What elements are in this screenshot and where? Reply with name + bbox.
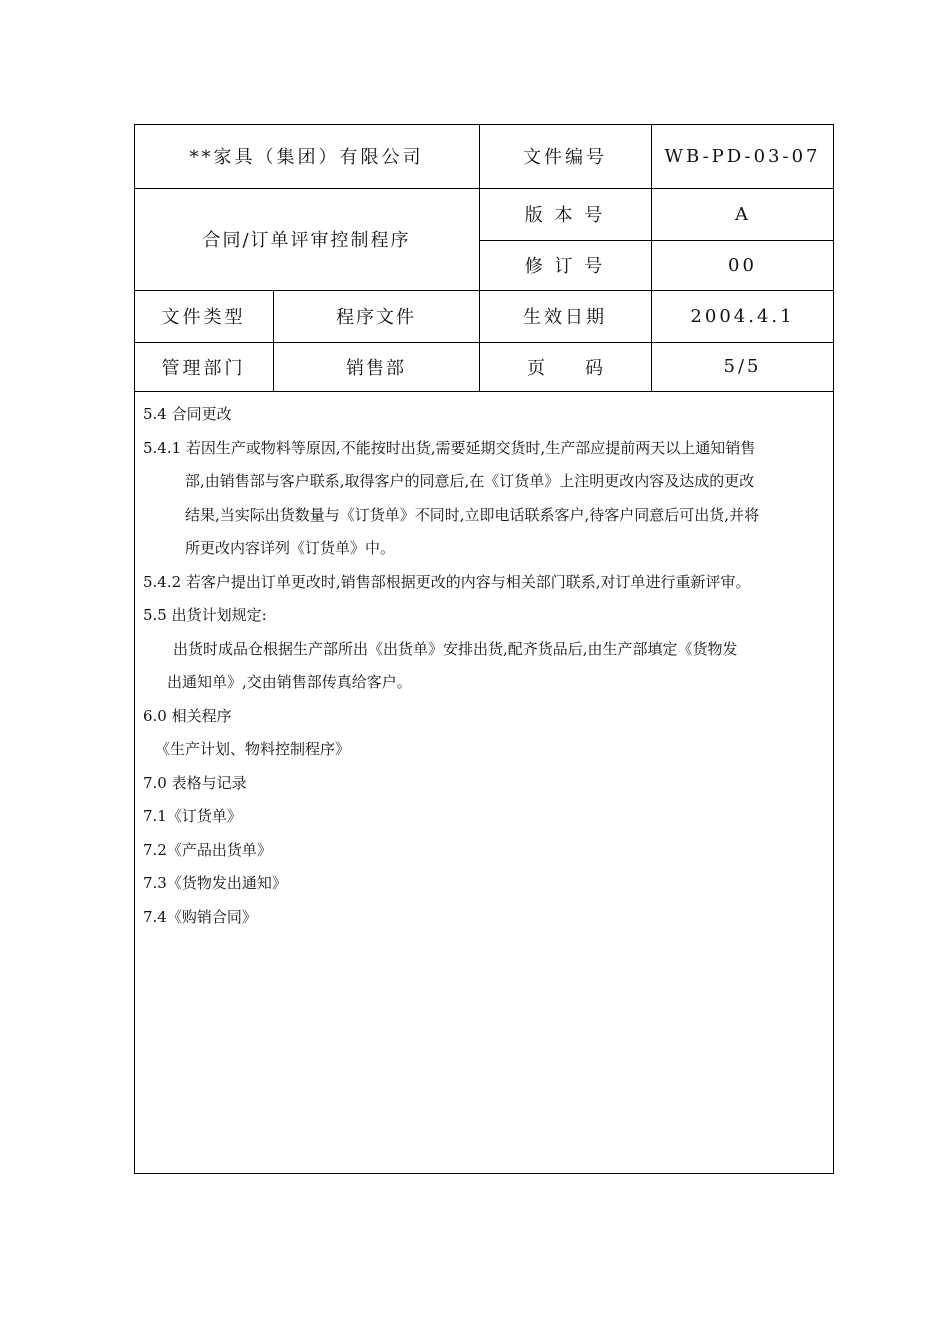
dept-value: 销售部 — [346, 357, 406, 379]
section-7-3: 7.3《货物发出通知》 — [143, 874, 287, 892]
doc-type-value: 程序文件 — [336, 307, 416, 328]
revision-label: 修 订 号 — [524, 256, 606, 277]
section-5-5-line-1: 出货时成品仓根据生产部所出《出货单》安排出货,配齐货品后,由生产部填定《货物发 — [173, 639, 738, 658]
page-label-char-1: 页 — [527, 357, 545, 379]
section-5-4-title: 5.4 合同更改 — [143, 405, 232, 423]
section-6-0-item: 《生产计划、物料控制程序》 — [155, 740, 351, 758]
section-6-0-title: 6.0 相关程序 — [143, 706, 232, 725]
company-name: **家具（集团）有限公司 — [189, 147, 424, 168]
section-7-4: 7.4《购销合同》 — [143, 907, 257, 926]
page-label-char-2: 码 — [585, 357, 603, 379]
section-5-4-1-line-3: 结果,当实际出货数量与《订货单》不同时,立即电话联系客户,待客户同意后可出货,并将 — [185, 505, 760, 524]
section-7-0-title: 7.0 表格与记录 — [143, 773, 247, 792]
page-label — [479, 342, 651, 391]
section-5-4-1-line-4: 所更改内容详列《订货单》中。 — [185, 539, 396, 557]
section-5-5-title: 5.5 出货计划规定: — [143, 606, 267, 624]
revision-value: 00 — [728, 254, 757, 276]
effective-date-value: 2004.4.1 — [690, 305, 795, 327]
dept-label: 管理部门 — [161, 357, 246, 379]
version-label: 版 本 号 — [524, 205, 606, 226]
section-5-4-1-line-1: 5.4.1 若因生产或物料等原因,不能按时出货,需要延期交货时,生产部应提前两天以上通知销售 — [143, 438, 756, 457]
doc-no-label: 文件编号 — [523, 147, 607, 168]
page-value: 5/5 — [723, 356, 762, 377]
version-value: A — [735, 203, 750, 225]
section-5-4-2: 5.4.2 若客户提出订单更改时,销售部根据更改的内容与相关部门联系,对订单进行重新评审。 — [143, 572, 751, 591]
document-body — [143, 398, 833, 934]
document-title: 合同/订单评审控制程序 — [202, 230, 411, 251]
effective-date-label: 生效日期 — [523, 307, 607, 328]
header-rule-5 — [134, 391, 834, 392]
section-5-4-1-line-2: 部,由销售部与客户联系,取得客户的同意后,在《订货单》上注明更改内容及达成的更改 — [185, 472, 755, 490]
section-5-5-line-2: 出通知单》,交由销售部传真给客户。 — [167, 673, 412, 691]
doc-type-label: 文件类型 — [161, 307, 246, 328]
section-7-1: 7.1《订货单》 — [143, 807, 242, 825]
doc-no-value: WB-PD-03-07 — [664, 145, 821, 167]
section-7-2: 7.2《产品出货单》 — [143, 840, 272, 859]
